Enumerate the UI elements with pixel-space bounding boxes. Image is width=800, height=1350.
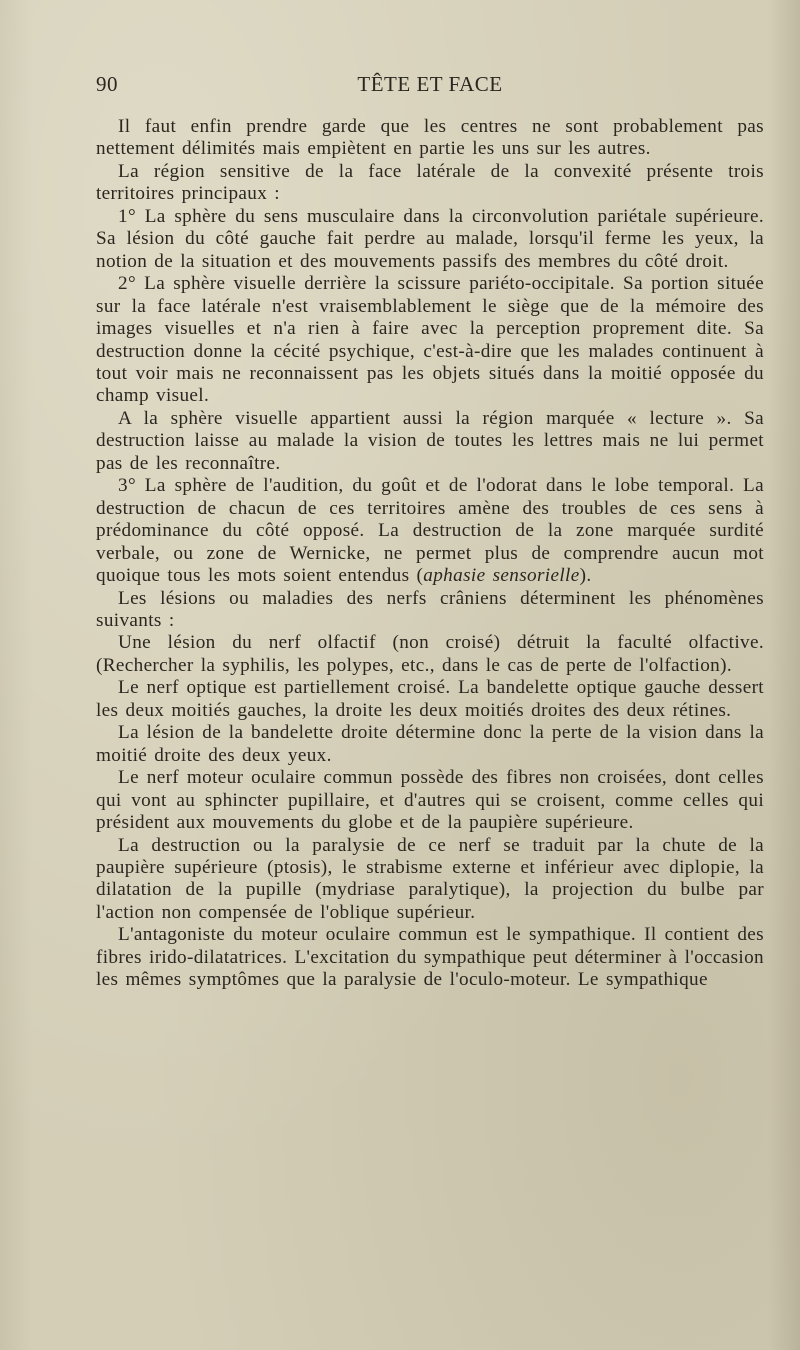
paragraph: Le nerf moteur oculaire commun possède des fibres non croisées, dont celles qui vont au sphincter pupillaire, et d'autres qui se croisent, comme celles qui président aux mouvements du globe et de la paupière supérieure.	[96, 767, 764, 834]
paragraph: Une lésion du nerf olfactif (non croisé) détruit la faculté olfactive. (Rechercher la syphilis, les polypes, etc., dans le cas de perte de l'olfaction).	[96, 632, 764, 676]
running-title: TÊTE ET FACE	[357, 72, 503, 96]
paragraph: 1° La sphère du sens musculaire dans la circonvolution pariétale supérieure. Sa lésion du côté gauche fait perdre au malade, lorsqu'il ferme les yeux, la notion de la situation et des mouvements passifs des membres du côté droit.	[96, 205, 764, 272]
paragraph: La région sensitive de la face latérale de la convexité présente trois territoires principaux :	[96, 160, 764, 205]
paragraph: 2° La sphère visuelle derrière la scissure pariéto-occipitale. Sa portion située sur la face latérale n'est vraisemblablement le siège que de la mémoire des images visuelles et n'a rien à faire avec la perception proprement dite. Sa destruction donne la cécité psychique, c'est-à-dire que les malades continuent à tout voir mais ne reconnaissent pas les objets situés dans la moitié opposée du champ visuel.	[96, 273, 764, 407]
paragraph: La destruction ou la paralysie de ce nerf se traduit par la chute de la paupière supérieure (ptosis), le strabisme externe et inférieur avec diplopie, la dilatation de la pupille (mydriase paralytique), la projection du bulbe par l'action non compensée de l'oblique supérieur.	[96, 834, 764, 923]
book-page	[96, 68, 764, 992]
body-text	[96, 116, 764, 992]
running-head	[96, 68, 764, 102]
paragraph: La lésion de la bandelette droite détermine donc la perte de la vision dans la moitié droite des deux yeux.	[96, 722, 764, 766]
paragraph: Le nerf optique est partiellement croisé. La bandelette optique gauche dessert les deux moitiés gauches, la droite les deux moitiés droites des deux rétines.	[96, 677, 764, 721]
paragraph: Les lésions ou maladies des nerfs crâniens déterminent les phénomènes suivants :	[96, 587, 764, 631]
paragraph-text: 3° La sphère de l'audition, du goût et de l'odorat dans le lobe temporal. La destruction de chacun de ces territoires amène des troubles de ces sens à prédominance du côté opposé. La destruction de la zone marquée surdité verbale, ou zone de Wernicke, ne permet plus de comprendre aucun mot quoique tous les mots soient entendus (	[96, 475, 764, 587]
paragraph: Il faut enfin prendre garde que les centres ne sont probablement pas nettement délimités mais empiètent en partie les uns sur les autres.	[96, 116, 764, 160]
italic-term: aphasie sensorielle	[423, 565, 580, 587]
paragraph: L'antagoniste du moteur oculaire commun est le sympathique. Il contient des fibres irido-dilatatrices. L'excitation du sympathique peut déterminer à l'occasion les mêmes symptômes que la paralysie de l'oculo-moteur. Le sympathique	[96, 924, 764, 991]
paragraph: A la sphère visuelle appartient aussi la région marquée « lecture ». Sa destruction laisse au malade la vision de toutes les lettres mais ne lui permet pas de les reconnaître.	[96, 407, 764, 474]
paragraph-tail: ).	[579, 565, 592, 587]
page-number: 90	[96, 72, 118, 96]
paragraph	[96, 475, 764, 587]
